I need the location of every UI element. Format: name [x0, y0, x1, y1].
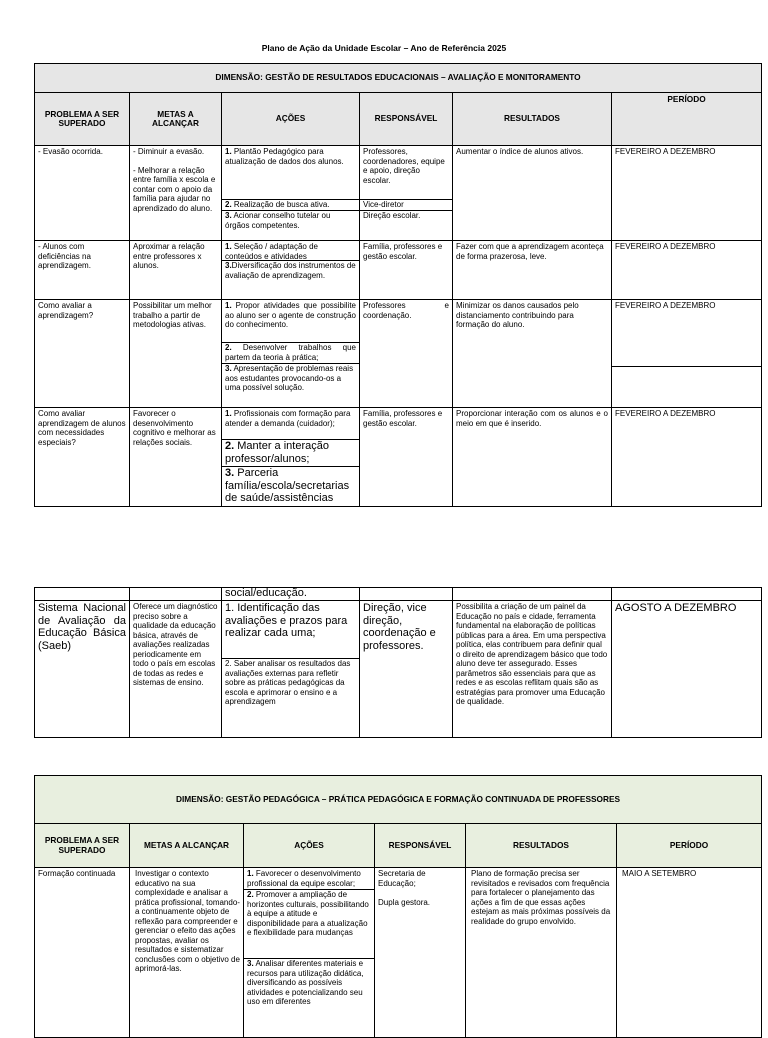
action-text: Desenvolver trabalhos que partem da teoria à prática; — [225, 343, 356, 362]
empty-cell — [130, 588, 222, 601]
metas-line: - Melhorar a relação entre família x escola e contar com o apoio da família para ajudar no aprendizado do aluno. — [133, 165, 216, 213]
header-responsavel: RESPONSÁVEL — [375, 824, 466, 868]
responsavel-text: Professores, coordenadores, equipe e apoio, direção escolar. — [363, 147, 445, 185]
action-number: 1. — [225, 409, 232, 418]
cell-periodo: FEVEREIRO A DEZEMBRO — [612, 146, 762, 241]
action-text: 1. Identificação das avaliações e prazos para realizar cada uma; — [225, 602, 348, 639]
dimension-header: DIMENSÃO: GESTÃO DE RESULTADOS EDUCACIONAIS – AVALIAÇÃO E MONITORAMENTO — [35, 64, 762, 93]
cell-responsavel: Família, professores e gestão escolar. — [360, 408, 453, 507]
cell-problema: Como avaliar aprendizagem de alunos com necessidades especiais? — [35, 408, 130, 507]
action-text: Manter a interação professor/alunos; — [225, 440, 329, 465]
action-number: 2. — [247, 890, 254, 899]
action-plan-table-results — [34, 63, 762, 507]
action-number: 3. — [225, 364, 232, 373]
cell-metas: Investigar o contexto educativo na sua complexidade e analisar a prática profissional, tomando-a continuamente objeto de reflexão para compreender e gerenciar o efeito das ações propostas, avaliar os resultados e sistematizar conclusões com o objetivo de aprimorá-las. — [130, 868, 244, 1038]
dimension-header: DIMENSÃO: GESTÃO PEDAGÓGICA – PRÁTICA PEDAGÓGICA E FORMAÇÃO CONTINUADA DE PROFESSORES — [35, 776, 762, 824]
cell-resultados: Proporcionar interação com os alunos e o meio em que é inserido. — [453, 408, 612, 507]
action-number: 1. — [225, 242, 232, 251]
cell-resultados: Plano de formação precisa ser revisitados e revisados com frequência para fortalecer o planejamento das ações a fim de que essas ações estejam as mais próximas possíveis da realidade do grupo envolvido. — [466, 868, 617, 1038]
action-number: 1. — [247, 869, 254, 878]
cell-periodo: FEVEREIRO A DEZEMBRO — [612, 408, 762, 507]
cell-resultados: Fazer com que a aprendizagem aconteça de forma prazerosa, leve. — [453, 241, 612, 300]
cell-problema: - Alunos com deficiências na aprendizagem. — [35, 241, 130, 300]
header-resultados: RESULTADOS — [453, 93, 612, 146]
empty-subcell — [612, 366, 761, 407]
cell-problema: Formação continuada — [35, 868, 130, 1038]
cell-periodo: AGOSTO A DEZEMBRO — [612, 601, 762, 738]
table-row — [35, 868, 762, 1038]
periodo-text: FEVEREIRO A DEZEMBRO — [615, 301, 716, 310]
cell-responsavel — [360, 146, 453, 241]
empty-cell — [453, 588, 612, 601]
header-problema: PROBLEMA A SER SUPERADO — [35, 824, 130, 868]
action-number: 1. — [225, 147, 232, 156]
cell-responsavel: Professores e coordenação. — [360, 300, 453, 408]
responsavel-text: Direção escolar. — [360, 210, 452, 221]
action-text: Favorecer o desenvolvimento profissional da equipe escolar; — [247, 869, 361, 888]
action-text: Diversificação dos instrumentos de avaliação de aprendizagem. — [225, 261, 356, 280]
header-metas: METAS A ALCANÇAR — [130, 93, 222, 146]
action-text: Plantão Pedagógico para atualização de dados dos alunos. — [225, 147, 344, 166]
action-number: 3. — [225, 211, 232, 220]
cell-metas: Oferece um diagnóstico preciso sobre a qualidade da educação básica, através de avaliações realizadas periodicamente em todo o país em escolas de todas as redes e sistemas de ensino. — [130, 601, 222, 738]
cell-metas — [130, 146, 222, 241]
action-plan-table-pedagogical — [34, 775, 762, 1038]
action-plan-table-continuation — [34, 587, 762, 738]
cell-problema: - Evasão ocorrida. — [35, 146, 130, 241]
cell-problema: Como avaliar a aprendizagem? — [35, 300, 130, 408]
table-row — [35, 146, 762, 241]
cell-metas: Possibilitar um melhor trabalho a partir de metodologias ativas. — [130, 300, 222, 408]
table-row — [35, 241, 762, 300]
cell-metas: Favorecer o desenvolvimento cognitivo e melhorar as relações sociais. — [130, 408, 222, 507]
cell-acoes — [222, 241, 360, 300]
metas-line: - Diminuir a evasão. — [133, 147, 205, 156]
action-number: 3. — [225, 467, 235, 479]
header-resultados: RESULTADOS — [466, 824, 617, 868]
cell-acoes — [222, 146, 360, 241]
header-acoes: AÇÕES — [244, 824, 375, 868]
cell-acoes-continuation: social/educação. — [222, 588, 360, 601]
table-row — [35, 408, 762, 507]
action-number: 1. — [225, 301, 232, 310]
page-title: Plano de Ação da Unidade Escolar – Ano de Referência 2025 — [261, 43, 507, 53]
cell-resultados: Aumentar o índice de alunos ativos. — [453, 146, 612, 241]
cell-periodo: MAIO A SETEMBRO — [617, 868, 762, 1038]
action-text: Propor atividades que possibilite ao aluno ser o agente de construção do conhecimento. — [225, 301, 356, 329]
responsavel-text: Dupla gestora. — [378, 898, 431, 907]
cell-periodo — [612, 300, 762, 408]
cell-acoes — [244, 868, 375, 1038]
action-text: Seleção / adaptação de conteúdos e atividades — [225, 242, 318, 261]
table-row — [35, 300, 762, 408]
table-row — [35, 601, 762, 738]
cell-metas: Aproximar a relação entre professores x alunos. — [130, 241, 222, 300]
cell-acoes — [222, 601, 360, 738]
action-text: Apresentação de problemas reais aos estudantes provocando-os a uma possível solução. — [225, 364, 354, 392]
cell-problema: Sistema Nacional de Avaliação da Educação Básica (Saeb) — [35, 601, 130, 738]
cell-responsavel: Direção, vice direção, coordenação e professores. — [360, 601, 453, 738]
header-responsavel: RESPONSÁVEL — [360, 93, 453, 146]
cell-resultados: Possibilita a criação de um painel da Educação no país e cidade, ferramenta fundamental na elaboração de políticas públicas para a área. Em uma perspectiva política, elas contribuem para definir qual o direito de aprendizagem básico que todo aluno deve ter assegurado. Esses parâmetros são essenciais para que as redes e as escolas reflitam quais são as estratégias para promover uma Educação de qualidade. — [453, 601, 612, 738]
action-text: Parceria família/escola/secretarias de saúde/assistências — [225, 467, 350, 504]
action-number: 2. — [225, 200, 232, 209]
cell-acoes — [222, 408, 360, 507]
header-periodo: PERÍODO — [617, 824, 762, 868]
empty-cell — [360, 588, 453, 601]
action-number: 3. — [225, 261, 232, 270]
cell-responsavel — [375, 868, 466, 1038]
header-problema: PROBLEMA A SER SUPERADO — [35, 93, 130, 146]
action-text: Promover a ampliação de horizontes culturais, possibilitando à equipe a atitude e disponibilidade para a atualização e flexibilidade para mudanças — [247, 890, 369, 937]
action-number: 2. — [225, 440, 235, 452]
empty-cell — [35, 588, 130, 601]
header-metas: METAS A ALCANÇAR — [130, 824, 244, 868]
action-text: Acionar conselho tutelar ou órgãos competentes. — [225, 211, 331, 230]
cell-periodo: FEVEREIRO A DEZEMBRO — [612, 241, 762, 300]
responsavel-text: Vice-diretor — [360, 199, 452, 210]
action-number: 3. — [247, 959, 254, 968]
action-text: Analisar diferentes materiais e recursos para utilização didática, diversificando as possíveis atividades e potencializando seu uso em diferentes — [247, 959, 364, 1006]
cell-acoes — [222, 300, 360, 408]
action-number: 2. — [225, 343, 232, 352]
header-periodo: PERÍODO — [612, 93, 762, 146]
responsavel-text: Secretaria de Educação; — [378, 869, 426, 888]
action-text: Realização de busca ativa. — [231, 200, 330, 209]
cell-responsavel: Família, professores e gestão escolar. — [360, 241, 453, 300]
action-text: Profissionais com formação para atender a demanda (cuidador); — [225, 409, 351, 428]
empty-cell — [612, 588, 762, 601]
action-text: 2. Saber analisar os resultados das avaliações externas para refletir sobre as práticas pedagógicas da escola e aprimorar o ensino e a aprendizagem — [222, 658, 359, 707]
cell-resultados: Minimizar os danos causados pelo distanciamento contribuindo para formação do aluno. — [453, 300, 612, 408]
header-acoes: AÇÕES — [222, 93, 360, 146]
